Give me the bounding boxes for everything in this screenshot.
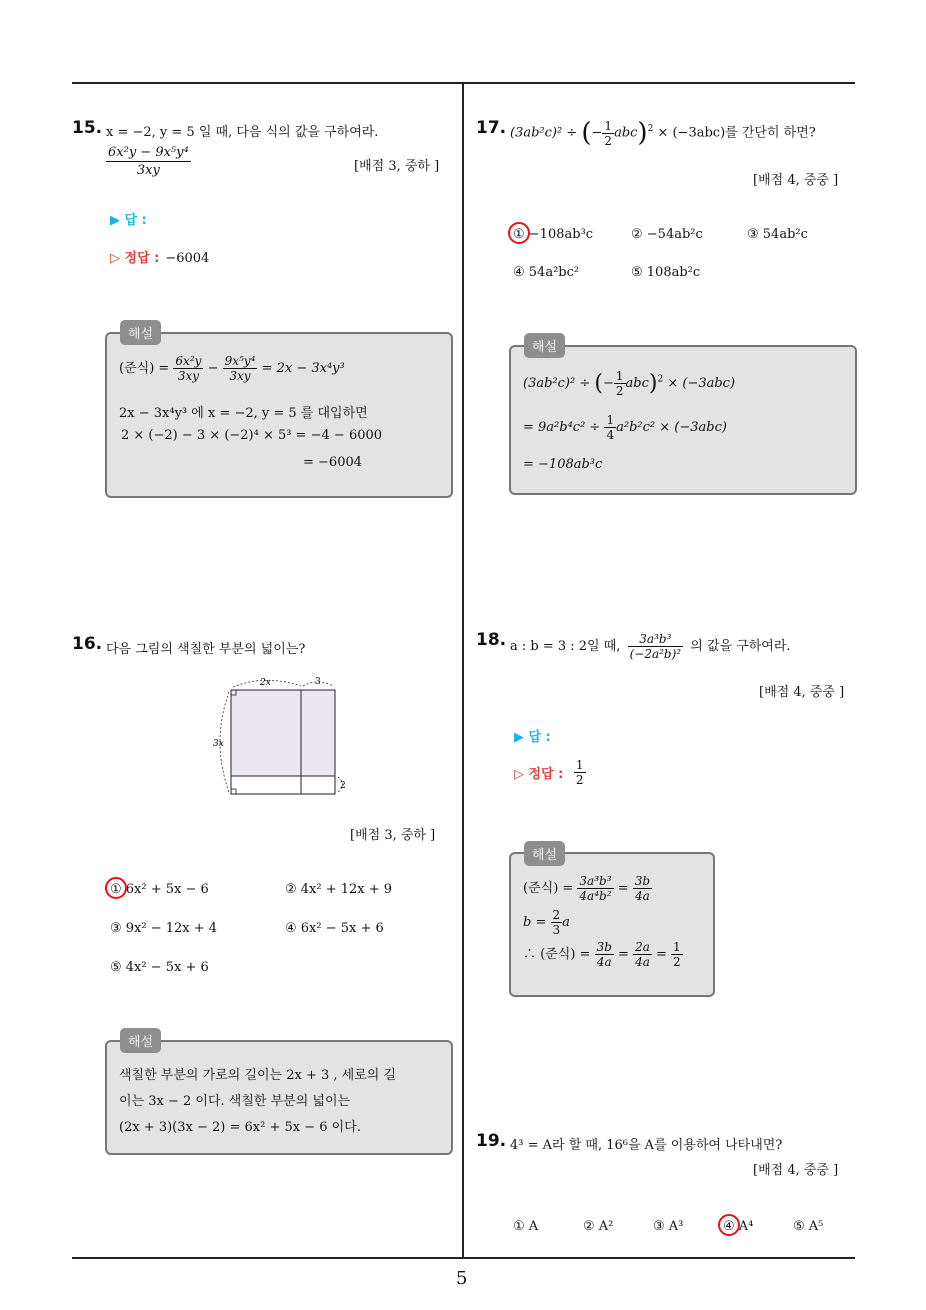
q15-sol-line-1: (준식) = $\frac{\text{6x²y}}{3xy}$ − $\frac{\text{9x⁵y⁴}}{3xy}$ = 2x − 3x⁴y³ xyxy=(119,354,345,383)
q17-stem: (3ab²c)² ÷ (− $\frac{1}{2}$ abc)$^2$ × (−3abc)를 간단히 하면? xyxy=(510,118,816,148)
q17-stem-c: × (−3abc)를 간단히 하면? xyxy=(657,125,816,141)
label-2x: 2x xyxy=(260,678,271,688)
q16-choice-1[interactable]: ① 6x² + 5x − 6 xyxy=(110,882,209,897)
column-divider xyxy=(462,84,464,1257)
q17-stem-a: (3ab²c)² ÷ xyxy=(510,125,578,141)
q16-figure xyxy=(205,672,355,802)
q15-expr-denominator: 3xy xyxy=(136,163,160,178)
q17-choice-2[interactable]: ② −54ab²c xyxy=(631,227,703,242)
q19-selected-mark xyxy=(718,1214,740,1236)
q19-score: [배점 4, 중중 ] xyxy=(753,1163,839,1178)
q17-sol-line-1: (3ab²c)² ÷ (− $\frac{1}{2}$ abc)$^2$ × (−3abc) xyxy=(523,369,736,398)
q17-choice-3[interactable]: ③ 54ab²c xyxy=(747,227,808,242)
q18-score: [배점 4, 중중 ] xyxy=(759,685,845,700)
q15-sol-line-2: 2x − 3x⁴y³ 에 x = −2, y = 5 를 대입하면 xyxy=(119,406,368,421)
q15-expression xyxy=(106,144,191,179)
q18-real-label: ▷ 정답 : xyxy=(514,767,564,782)
q16-sol-line-2: 이는 3x − 2 이다. 색칠한 부분의 넓이는 xyxy=(119,1094,351,1109)
q17-selected-mark xyxy=(508,222,530,244)
q15-real-label: ▷ 정답 : xyxy=(110,251,160,266)
q15-stem: x = −2, y = 5 일 때, 다음 식의 값을 구하여라. xyxy=(106,125,379,140)
q15-number: 15. xyxy=(72,118,103,138)
q16-choice-2[interactable]: ② 4x² + 12x + 9 xyxy=(285,882,393,897)
q17-number: 17. xyxy=(476,118,507,138)
q17-choice-1[interactable]: ① −108ab³c xyxy=(513,227,594,242)
q19-choice-3[interactable]: ③ A³ xyxy=(653,1219,684,1234)
label-3-top: 3 xyxy=(315,677,321,687)
q18-stem-a: a : b = 3 : 2일 때, xyxy=(510,639,621,654)
q15-sol-line-4: = −6004 xyxy=(303,455,363,470)
bottom-rule xyxy=(72,1257,855,1259)
q18-solution-box xyxy=(509,852,715,997)
q16-number: 16. xyxy=(72,634,103,654)
q18-frac-n: 3a³b³ xyxy=(628,632,684,647)
q16-choice-3[interactable]: ③ 9x² − 12x + 4 xyxy=(110,921,218,936)
q18-real-d: 2 xyxy=(575,773,584,787)
q19-number: 19. xyxy=(476,1131,507,1151)
q19-choice-4[interactable]: ④ A⁴ xyxy=(723,1219,754,1234)
q18-frac-d: (−2a²b)² xyxy=(629,647,682,661)
q18-answer-head: ▶ 답 : xyxy=(514,730,551,745)
q17-solution-box xyxy=(509,345,857,495)
q15-real-answer xyxy=(110,247,209,266)
q17-choice-4[interactable]: ④ 54a²bc² xyxy=(513,265,580,280)
q15-score: [배점 3, 중하 ] xyxy=(354,159,440,174)
q19-choice-1[interactable]: ① A xyxy=(513,1219,539,1234)
q16-sol-line-1: 색칠한 부분의 가로의 길이는 2x + 3 , 세로의 길 xyxy=(119,1068,397,1083)
q19-stem: 4³ = A라 할 때, 16⁶을 A를 이용하여 나타내면? xyxy=(510,1138,783,1153)
label-2-right: 2 xyxy=(340,781,346,791)
q18-number: 18. xyxy=(476,630,507,650)
q16-score: [배점 3, 중하 ] xyxy=(350,828,436,843)
q16-choice-4[interactable]: ④ 6x² − 5x + 6 xyxy=(285,921,384,936)
q16-sol-line-3: (2x + 3)(3x − 2) = 6x² + 5x − 6 이다. xyxy=(119,1120,361,1135)
q17-sol-line-2: = 9a²b⁴c² ÷ $\frac{1}{4}$ a²b²c² × (−3abc) xyxy=(523,413,727,442)
q15-solution-tag: 해설 xyxy=(120,320,161,345)
page-number: 5 xyxy=(456,1268,468,1289)
q18-sol-line-2: b = $\frac{2}{3}$ a xyxy=(523,908,570,937)
q18-stem-b: 의 값을 구하여라. xyxy=(690,639,791,654)
q17-frac-n: 1 xyxy=(604,118,613,133)
q15-solution-box xyxy=(105,332,453,498)
q16-solution-box xyxy=(105,1040,453,1155)
shaded-region xyxy=(231,690,335,776)
q17-score: [배점 4, 중중 ] xyxy=(753,173,839,188)
q17-stem-b: abc xyxy=(614,125,638,141)
q17-solution-tag: 해설 xyxy=(524,333,565,358)
q15-real-value: −6004 xyxy=(165,251,210,266)
q18-stem xyxy=(510,632,791,661)
q15-answer-head: ▶ 답 : xyxy=(110,213,147,228)
q18-real-n: 1 xyxy=(575,758,584,772)
q16-stem: 다음 그림의 색칠한 부분의 넓이는? xyxy=(106,642,306,657)
q18-real-answer xyxy=(514,758,586,787)
q17-sol-line-3: = −108ab³c xyxy=(523,457,603,472)
q15-sol-line-3: 2 × (−2) − 3 × (−2)⁴ × 5³ = −4 − 6000 xyxy=(121,428,383,443)
q19-choice-2[interactable]: ② A² xyxy=(583,1219,614,1234)
q15-expr-numerator: 6x²y − 9x⁵y⁴ xyxy=(108,145,189,160)
q18-solution-tag: 해설 xyxy=(524,841,565,866)
q16-solution-tag: 해설 xyxy=(120,1028,161,1053)
q16-selected-mark xyxy=(105,877,127,899)
q18-sol-line-3: ∴ (준식) = $\frac{3b}{4a}$ = $\frac{2a}{4a}$ = $\frac{1}{2}$ xyxy=(523,940,681,969)
label-3x: 3x xyxy=(213,739,224,749)
q17-frac-d: 2 xyxy=(604,133,613,148)
q16-choice-5[interactable]: ⑤ 4x² − 5x + 6 xyxy=(110,960,209,975)
q18-sol-line-1: (준식) = $\frac{\text{3a³b³}}{\text{4a⁴b²}}$ = $\frac{3b}{4a}$ xyxy=(523,874,651,903)
q19-choice-5[interactable]: ⑤ A⁵ xyxy=(793,1219,824,1234)
q17-choice-5[interactable]: ⑤ 108ab²c xyxy=(631,265,701,280)
